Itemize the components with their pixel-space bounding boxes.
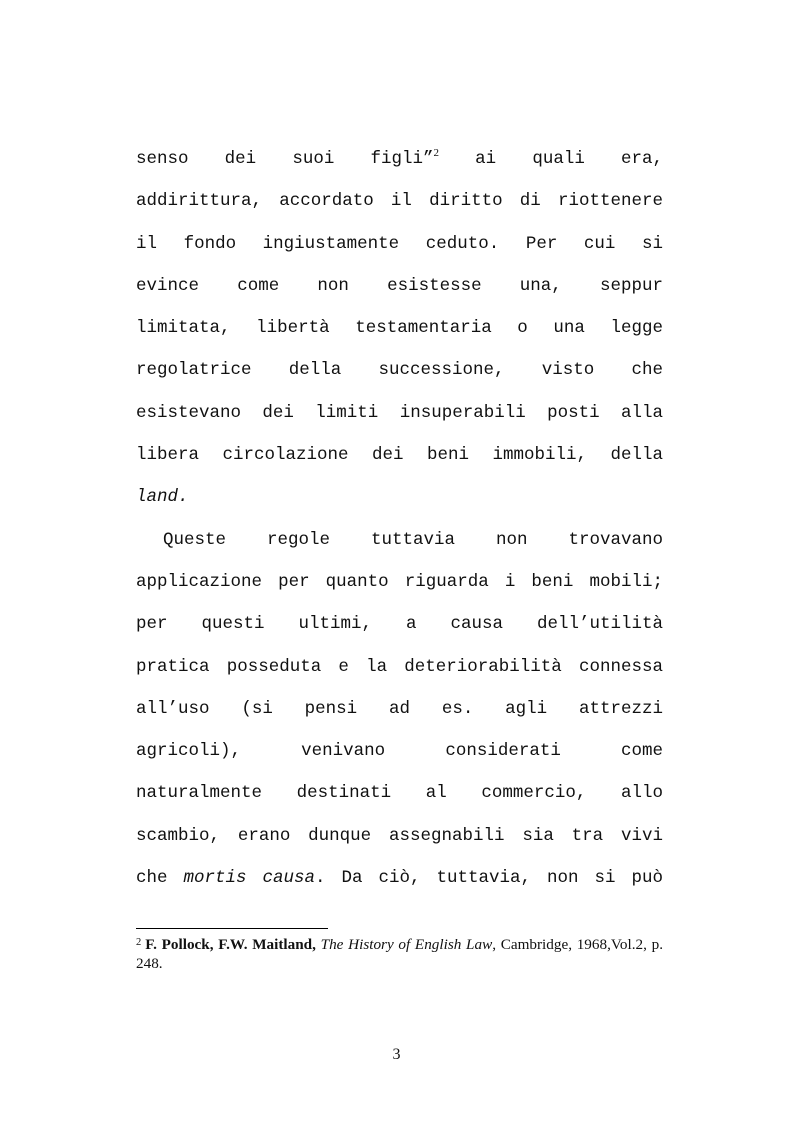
footnote-details: , Cambridge, 1968,Vol.2, p. 248. xyxy=(136,936,663,972)
text-line: il fondo ingiustamente ceduto. Per cui si xyxy=(136,233,663,254)
text-line: limitata, libertà testamentaria o una legge xyxy=(136,318,663,339)
text-line: esistevano dei limiti insuperabili posti alla xyxy=(136,402,663,423)
text-line: Queste regole tuttavia non trovavano xyxy=(163,529,663,550)
text-line: regolatrice della successione, visto che xyxy=(136,360,663,381)
footnote-title: The History of English Law xyxy=(320,936,493,953)
footnote-reference[interactable]: 2 xyxy=(433,147,439,159)
footnote-number: 2 xyxy=(136,937,142,948)
text-line: addirittura, accordato il diritto di riottenere xyxy=(136,191,663,212)
footnote xyxy=(136,935,663,973)
text-line: scambio, erano dunque assegnabili sia tra vivi xyxy=(136,825,663,846)
text-line: per questi ultimi, a causa dell’utilità xyxy=(136,614,663,635)
text-line: agricoli), venivano considerati come xyxy=(136,741,663,762)
text-line: naturalmente destinati al commercio, allo xyxy=(136,783,663,804)
footnote-separator xyxy=(136,928,328,929)
text-line: che mortis causa. Da ciò, tuttavia, non si può xyxy=(136,868,663,889)
text-line: senso dei suoi figli”$^2$ ai quali era, xyxy=(136,147,663,169)
footnote-authors: F. Pollock, F.W. Maitland, xyxy=(145,936,316,953)
text-line: evince come non esistesse una, seppur xyxy=(136,275,663,296)
main-text xyxy=(136,138,663,899)
text-line: applicazione per quanto riguarda i beni mobili; xyxy=(136,571,663,592)
text-line: all’uso (si pensi ad es. agli attrezzi xyxy=(136,698,663,719)
text-line: pratica posseduta e la deteriorabilità connessa xyxy=(136,656,663,677)
text-line: land. xyxy=(136,487,189,508)
page-number: 3 xyxy=(392,1046,401,1063)
text-line: libera circolazione dei beni immobili, della xyxy=(136,445,663,466)
